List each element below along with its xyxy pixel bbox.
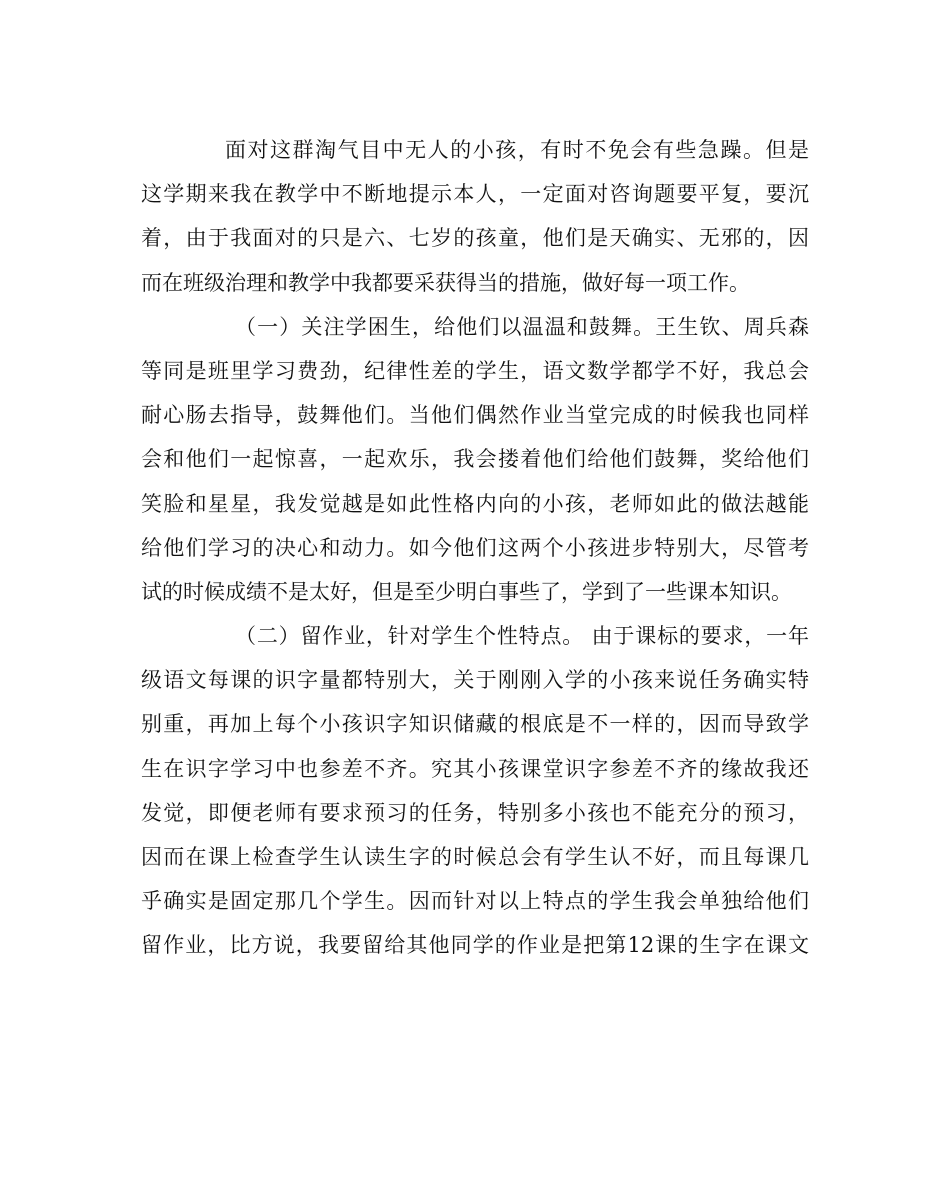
paragraph-2-line-2: 等同是班里学习费劲，纪律性差的学生，语文数学都学不好，我总会 [141, 358, 809, 383]
paragraph-1-line-4: 而在班级治理和教学中我都要采获得当的措施，做好每一项工作。 [141, 270, 750, 295]
paragraph-1-line-1: 面对这群淘气目中无人的小孩，有时不免会有些急躁。但是 [225, 138, 809, 162]
paragraph-2-line-4: 会和他们一起惊喜，一起欢乐，我会搂着他们给他们鼓舞，奖给他们 [141, 447, 809, 472]
paragraph-3-line-1: （二）留作业，针对学生个性特点。 由于课标的要求，一年 [235, 624, 809, 649]
paragraph-1-line-2: 这学期来我在教学中不断地提示本人，一定面对咨询题要平复，要沉 [141, 182, 809, 207]
paragraph-2-line-7: 试的时候成绩不是太好，但是至少明白事些了，学到了一些课本知识。 [141, 579, 792, 604]
body-text [141, 128, 809, 968]
paragraph-3-line-7: 乎确实是固定那几个学生。因而针对以上特点的学生我会单独给他们 [141, 889, 809, 914]
paragraph-3-line-8: 留作业，比方说，我要留给其他同学的作业是把第12课的生字在课文 [141, 933, 809, 958]
paragraph-2-line-5: 笑脸和星星，我发觉越是如此性格内向的小孩，老师如此的做法越能 [141, 491, 809, 516]
paragraph-2-line-3: 耐心肠去指导，鼓舞他们。当他们偶然作业当堂完成的时候我也同样 [141, 403, 809, 428]
paragraph-3-line-3: 别重，再加上每个小孩识字知识储藏的根底是不一样的，因而导致学 [141, 712, 809, 737]
paragraph-1-line-3: 着，由于我面对的只是六、七岁的孩童，他们是天确实、无邪的，因 [141, 226, 809, 251]
paragraph-3-line-5: 发觉，即便老师有要求预习的任务，特别多小孩也不能充分的预习， [141, 800, 809, 825]
paragraph-2-line-1: （一）关注学困生，给他们以温温和鼓舞。王生钦、周兵森 [235, 314, 809, 339]
paragraph-3-line-2: 级语文每课的识字量都特别大，关于刚刚入学的小孩来说任务确实特 [141, 668, 809, 693]
paragraph-2-line-6: 给他们学习的决心和动力。如今他们这两个小孩进步特别大，尽管考 [141, 535, 809, 560]
paragraph-3-line-4: 生在识字学习中也参差不齐。究其小孩课堂识字参差不齐的缘故我还 [141, 756, 809, 781]
paragraph-3-line-6: 因而在课上检查学生认读生字的时候总会有学生认不好，而且每课几 [141, 845, 809, 869]
